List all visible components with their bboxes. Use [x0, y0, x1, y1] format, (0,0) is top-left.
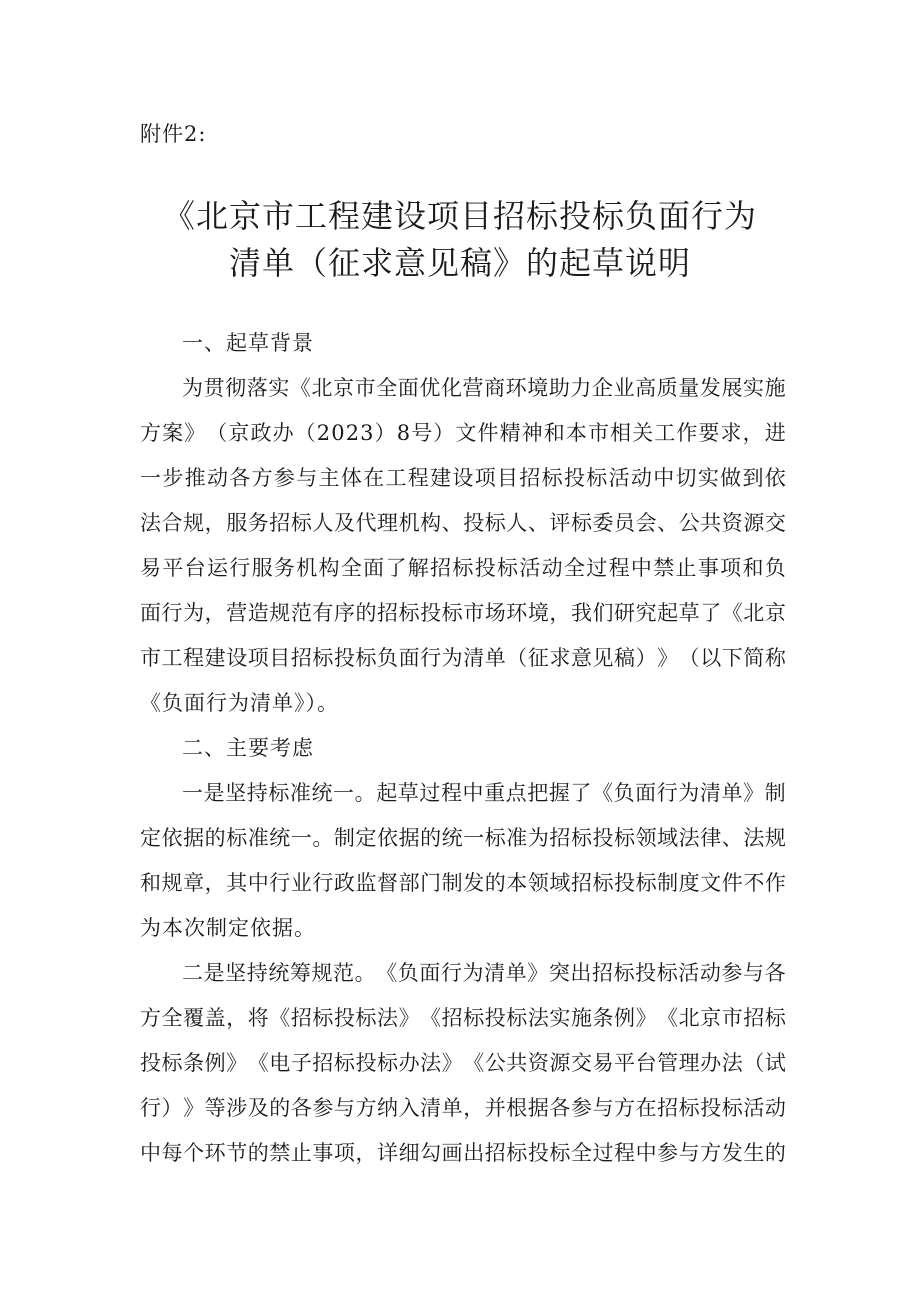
body-line: 二 是 坚 持 统 筹 规 范 。 《 负 面 行 为 清 单 》 突 出 招 标 投 标 活 动 参 与 各	[182, 961, 786, 985]
body-line: 市 工 程 建 设 项 目 招 标 投 标 负 面 行 为 清 单 （ 征 求 意 见 稿 ） 》 （ 以 下 简 称	[140, 646, 786, 670]
body-line: 为 贯 彻 落 实 《 北 京 市 全 面 优 化 营 商 环 境 助 力 企 业 高 质 量 发 展 实 施	[182, 376, 786, 400]
body-line: 和 规 章 ， 其 中 行 业 行 政 监 督 部 门 制 发 的 本 领 域 招 标 投 标 制 度 文 件 不 作	[140, 871, 786, 895]
body-line: 面 行 为 ， 营 造 规 范 有 序 的 招 标 投 标 市 场 环 境 ， 我 们 研 究 起 草 了 《 北 京	[140, 601, 786, 625]
body-line: 一 是 坚 持 标 准 统 一 。 起 草 过 程 中 重 点 把 握 了 《 负 面 行 为 清 单 》 制	[182, 781, 786, 805]
attachment-label: 附件2:	[140, 122, 207, 146]
document-title-line-2: 清单（征求意见稿》的起草说明	[228, 244, 691, 282]
body-line: 《负面行为清单》）。	[140, 691, 339, 715]
body-line: 定 依 据 的 标 准 统 一 。 制 定 依 据 的 统 一 标 准 为 招 标 投 标 领 域 法 律 、 法 规	[140, 826, 786, 850]
body-line: 中 每 个 环 节 的 禁 止 事 项 ， 详 细 勾 画 出 招 标 投 标 全 过 程 中 参 与 方 发 生 的	[140, 1141, 786, 1165]
body-line: 方 全 覆 盖 ， 将 《 招 标 投 标 法 》 《 招 标 投 标 法 实 施 条 例 》 《 北 京 市 招 标	[140, 1006, 786, 1030]
body-line: 法 合 规 ， 服 务 招 标 人 及 代 理 机 构 、 投 标 人 、 评 标 委 员 会 、 公 共 资 源 交	[140, 511, 786, 535]
body-line: 一 步 推 动 各 方 参 与 主 体 在 工 程 建 设 项 目 招 标 投 标 活 动 中 切 实 做 到 依	[140, 466, 786, 490]
body-line: 为本次制定依据。	[140, 916, 316, 940]
body-line: 投 标 条 例 》 《 电 子 招 标 投 标 办 法 》 《 公 共 资 源 交 易 平 台 管 理 办 法 （ 试	[140, 1051, 786, 1075]
body-line: 行 ） 》 等 涉 及 的 各 参 与 方 纳 入 清 单 ， 并 根 据 各 参 与 方 在 招 标 投 标 活 动	[140, 1096, 786, 1120]
section-heading: 二、主要考虑	[182, 736, 314, 760]
section-heading: 一、起草背景	[182, 331, 314, 355]
document-title-line-1: 《北京市工程建设项目招标投标负面行为	[162, 197, 757, 235]
body-line: 易 平 台 运 行 服 务 机 构 全 面 了 解 招 标 投 标 活 动 全 过 程 中 禁 止 事 项 和 负	[140, 556, 786, 580]
body-line: 方 案 》 （ 京 政 办 （ 2 0 2 3 ） 8 号 ） 文 件 精 神 和 本 市 相 关 工 作 要 求 ， 进	[140, 421, 786, 445]
